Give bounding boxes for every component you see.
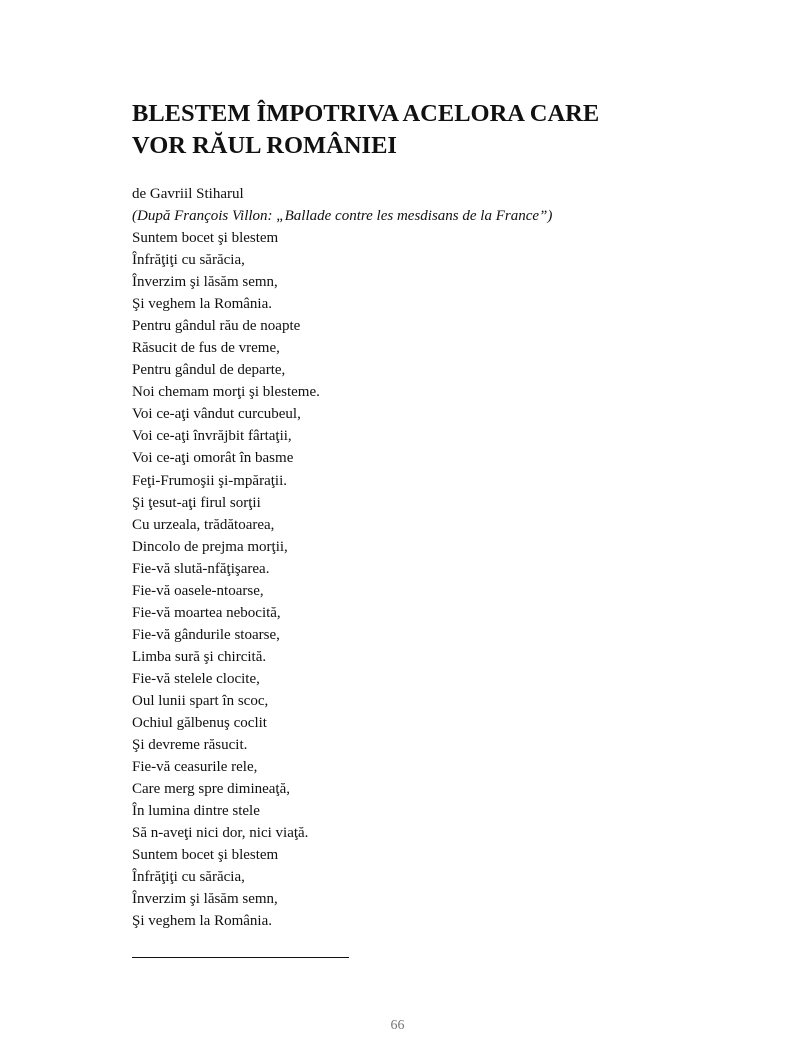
poem-line: Fie-vă gândurile stoarse,	[132, 626, 280, 643]
poem-line: Şi devreme răsucit.	[132, 737, 248, 754]
poem-title-line-1: BLESTEM ÎMPOTRIVA ACELORA CARE	[132, 100, 600, 127]
poem-line: Noi chemam morţi şi blesteme.	[132, 384, 320, 401]
poem-body	[132, 227, 320, 933]
poem-line: Fie-vă ceasurile rele,	[132, 759, 258, 776]
footnote-divider	[132, 957, 349, 958]
author-line: de Gavriil Stiharul	[132, 186, 244, 202]
poem-line: Fie-vă moartea nebocită,	[132, 604, 281, 621]
poem-line: Suntem bocet şi blestem	[132, 230, 279, 246]
poem-line: Înfrăţiţi cu sărăcia,	[132, 252, 245, 269]
poem-line: Care merg spre dimineaţă,	[132, 781, 290, 798]
poem-line: Dincolo de prejma morţii,	[132, 538, 288, 555]
poem-line: Voi ce-aţi vândut curcubeul,	[132, 406, 301, 423]
poem-line: Răsucit de fus de vreme,	[132, 340, 280, 357]
poem-line: Înverzim şi lăsăm semn,	[132, 891, 278, 908]
poem-line: Să n-aveţi nici dor, nici viaţă.	[132, 825, 309, 842]
poem-line: Feţi-Frumoşii şi-mpăraţii.	[132, 472, 287, 489]
poem-line: Cu urzeala, trădătoarea,	[132, 516, 275, 533]
poem-line: Fie-vă slută-nfăţişarea.	[132, 560, 270, 577]
page-number: 66	[390, 1018, 405, 1033]
poem-line: Fie-vă oasele-ntoarse,	[132, 582, 264, 599]
poem-line: În lumina dintre stele	[132, 803, 260, 820]
poem-line: Pentru gândul de departe,	[132, 362, 286, 379]
source-note: (După François Villon: „Ballade contre les mesdisans de la France”)	[132, 208, 553, 224]
poem-line: Înverzim şi lăsăm semn,	[132, 274, 278, 291]
poem-line: Suntem bocet şi blestem	[132, 847, 279, 864]
poem-line: Şi veghem la România.	[132, 913, 272, 930]
poem-line: Şi veghem la România.	[132, 296, 272, 313]
poem-line: Voi ce-aţi omorât în basme	[132, 450, 294, 467]
poem-line: Ochiul gălbenuş coclit	[132, 715, 267, 732]
poem-title-line-2: VOR RĂUL ROMÂNIEI	[132, 132, 397, 159]
poem-line: Înfrăţiţi cu sărăcia,	[132, 869, 245, 886]
poem-line: Pentru gândul rău de noapte	[132, 318, 301, 335]
poem-line: Şi ţesut-aţi firul sorţii	[132, 494, 261, 511]
poem-title	[132, 98, 692, 162]
poem-line: Fie-vă stelele clocite,	[132, 670, 260, 687]
poem-line: Oul lunii spart în scoc,	[132, 692, 269, 709]
poem-line: Limba sură şi chircită.	[132, 648, 267, 665]
poem-line: Voi ce-aţi învrăjbit fârtaţii,	[132, 428, 292, 445]
